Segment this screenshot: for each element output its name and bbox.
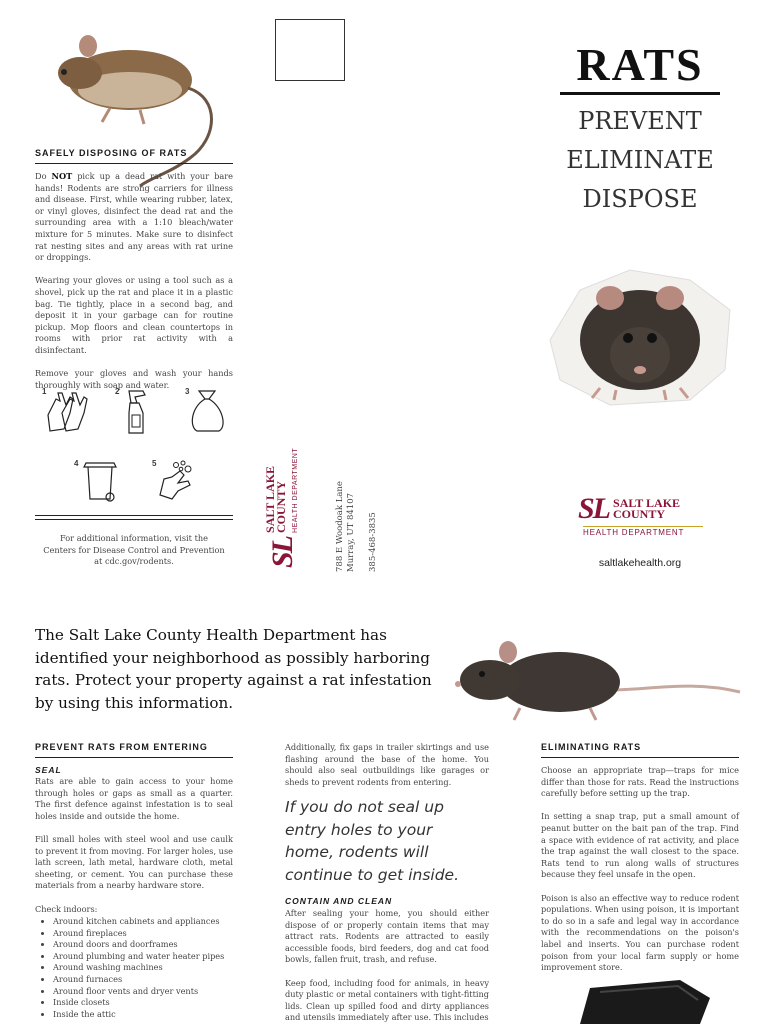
list-item: • Around washing machines — [53, 962, 251, 974]
list-item: • Inside the attic — [53, 1009, 251, 1021]
cover-title-rule — [560, 92, 720, 95]
prevent-paragraph-1: Rats are able to gain access to your home through holes or gaps as small as a quarter. The first defence against infestation is to seal holes inside and outside the home. — [35, 776, 233, 821]
logo-line-3-vertical: HEALTH DEPARTMENT — [292, 447, 299, 533]
dead-mouse-image — [50, 28, 220, 193]
step-3 — [185, 385, 230, 435]
address-phone: 385-468-3835 — [368, 512, 378, 572]
hand-wash-icon — [150, 455, 200, 505]
intro-text: The Salt Lake County Health Department has identified your neighborhood as possibly harboring rats. Protect your property against a rat infestation by using this information. — [35, 626, 432, 712]
disposing-paragraph-2: Wearing your gloves or using a tool such as a shovel, pick up the rat and place it in a plastic bag. Tie tightly, place in a second bag, and deposit it in your garbage can for routine pickup. Mop floors and clean countertops in rooms with prior rat activity with a disinfectant. — [35, 275, 233, 355]
rat-trap-image — [560, 978, 720, 1024]
logo-line-1-vertical: SALT LAKE — [263, 465, 277, 533]
prevent-paragraph-2: Fill small holes with steel wool and use caulk to prevent it from moving. For larger holes, use lath screen, lath metal, hardware cloth, metal sheeting, or cement. You can purchase these materials from a nearby hardware store. — [35, 833, 233, 891]
step-3-number: 3 — [185, 387, 190, 396]
eliminate-paragraph-2: In setting a snap trap, put a small amount of peanut butter on the bait pan of the trap. Find a space with evidence of rat activity, and place the trap against the wall closest to the space. Rats tend to run along walls of structures because they feel unsafe in the open. — [541, 811, 739, 880]
rat-side-image — [450, 620, 750, 725]
not-emphasis: NOT — [51, 171, 73, 181]
step-1 — [40, 385, 95, 435]
website-link[interactable]: saltlakehealth.org — [598, 557, 682, 569]
disposing-footer-rule-2 — [35, 519, 233, 520]
cover-logo — [578, 494, 708, 524]
eliminate-paragraph-3: Poison is also an effective way to reduce rodent populations. When using poison, it is important to do so in a safe and legal way in accordance with the recommendations on the poison's label and inserts. You can purchase rodent poison from your local farm supply or home improvement store. — [541, 892, 739, 973]
middle-paragraph-2: After sealing your home, you should either dispose of or properly contain items that may attract rats. Rodents are attracted to easily accessible foods, bird feeders, dog and cat food bowls, fallen fruit, trash, and refuse. — [285, 908, 489, 965]
stamp-box — [275, 19, 345, 81]
step-2 — [115, 385, 155, 437]
vertical-address — [335, 462, 379, 572]
cover-line-prevent: PREVENT — [578, 107, 702, 135]
spray-bottle-icon — [115, 385, 155, 437]
cover-title: RATS — [576, 39, 704, 90]
middle-paragraph-3: Keep food, including food for animals, in heavy duty plastic or metal containers with tight-fitting lids. Clean up spilled food and dirty appliances and utensils immediately after use. This includes — [285, 977, 489, 1023]
list-item: • Around floor vents and dryer vents — [53, 986, 251, 998]
prevent-text — [35, 776, 233, 915]
disposing-paragraph-3: Remove your gloves and wash your hands thoroughly with soap and water. — [35, 368, 233, 390]
cdc-info-line-2: Centers for Disease Control and Prevention — [43, 544, 225, 555]
cdc-info-line-3: at cdc.gov/rodents. — [94, 556, 174, 567]
step-5 — [150, 455, 200, 505]
cover-logo-line-3: HEALTH DEPARTMENT — [583, 526, 703, 537]
disposing-footer-rule-1 — [35, 515, 233, 516]
address-street: 788 E Woodoak Lane — [335, 481, 345, 572]
disposing-paragraph-1: Do NOT pick up a dead rat with your bare hands! Rodents are strong carriers for illness and disease. First, while wearing rubber, latex, or vinyl gloves, disinfect the dead rat and the surrounding area with a 1:10 bleach/water mixture for 5 minutes. Make sure to disinfect rat nesting sites and any areas with rat urine or droppings. — [35, 171, 233, 263]
step-5-number: 5 — [152, 459, 157, 468]
list-item: • Inside closets — [53, 997, 251, 1009]
disposing-text — [35, 171, 233, 403]
step-2-number: 2 — [115, 387, 120, 396]
seal-heading: SEAL — [35, 765, 62, 775]
cdc-info — [35, 533, 233, 568]
eliminate-heading: ELIMINATING RATS — [541, 742, 642, 752]
pull-quote: If you do not seal up entry holes to your home, rodents will continue to get inside. — [285, 798, 460, 884]
disposing-heading-rule — [35, 163, 233, 164]
step-1-number: 1 — [42, 387, 47, 396]
check-indoors-list — [35, 916, 251, 1020]
eliminate-paragraph-1: Choose an appropriate trap—traps for mice differ than those for rats. Read the instructions carefully before setting up the trap. — [541, 765, 739, 799]
bag-icon — [185, 385, 230, 435]
logo-letters: SL — [578, 492, 610, 525]
logo-line-1: SALT LAKE — [613, 496, 681, 510]
prevent-heading: PREVENT RATS FROM ENTERING — [35, 742, 208, 752]
middle-paragraph-1: Additionally, fix gaps in trailer skirtings and use flashing around the base of the home. You should also seal outbuildings like garages or sheds to prevent rodents from entering. — [285, 742, 489, 787]
step-4 — [72, 455, 122, 505]
list-item: • Around kitchen cabinets and appliances — [53, 916, 251, 928]
list-item: • Around doors and doorframes — [53, 939, 251, 951]
list-item: • Around fireplaces — [53, 928, 251, 940]
middle-text — [285, 908, 489, 1036]
cdc-info-line-1: For additional information, visit the — [60, 533, 208, 543]
prevent-heading-rule — [35, 757, 233, 758]
eliminate-text — [541, 765, 739, 985]
cover-line-dispose: DISPOSE — [582, 185, 698, 213]
list-item: • Around furnaces — [53, 974, 251, 986]
vertical-logo — [265, 438, 325, 568]
logo-letters-vertical: SL — [266, 536, 299, 568]
gloves-icon — [40, 385, 95, 435]
logo-line-2-vertical: COUNTY — [274, 480, 288, 533]
disposing-heading: SAFELY DISPOSING OF RATS — [35, 148, 188, 158]
logo-line-2: COUNTY — [613, 507, 666, 521]
rat-through-wall-image — [540, 260, 740, 410]
contain-heading: CONTAIN AND CLEAN — [285, 896, 393, 906]
cover-line-eliminate: ELIMINATE — [566, 146, 714, 174]
trash-can-icon — [72, 455, 122, 505]
check-indoors-label: Check indoors: — [35, 903, 98, 914]
eliminate-heading-rule — [541, 757, 739, 758]
cover-subtitles — [545, 102, 735, 219]
address-city: Murray, UT 84107 — [346, 492, 356, 572]
step-4-number: 4 — [74, 459, 79, 468]
list-item: • Around plumbing and water heater pipes — [53, 951, 251, 963]
